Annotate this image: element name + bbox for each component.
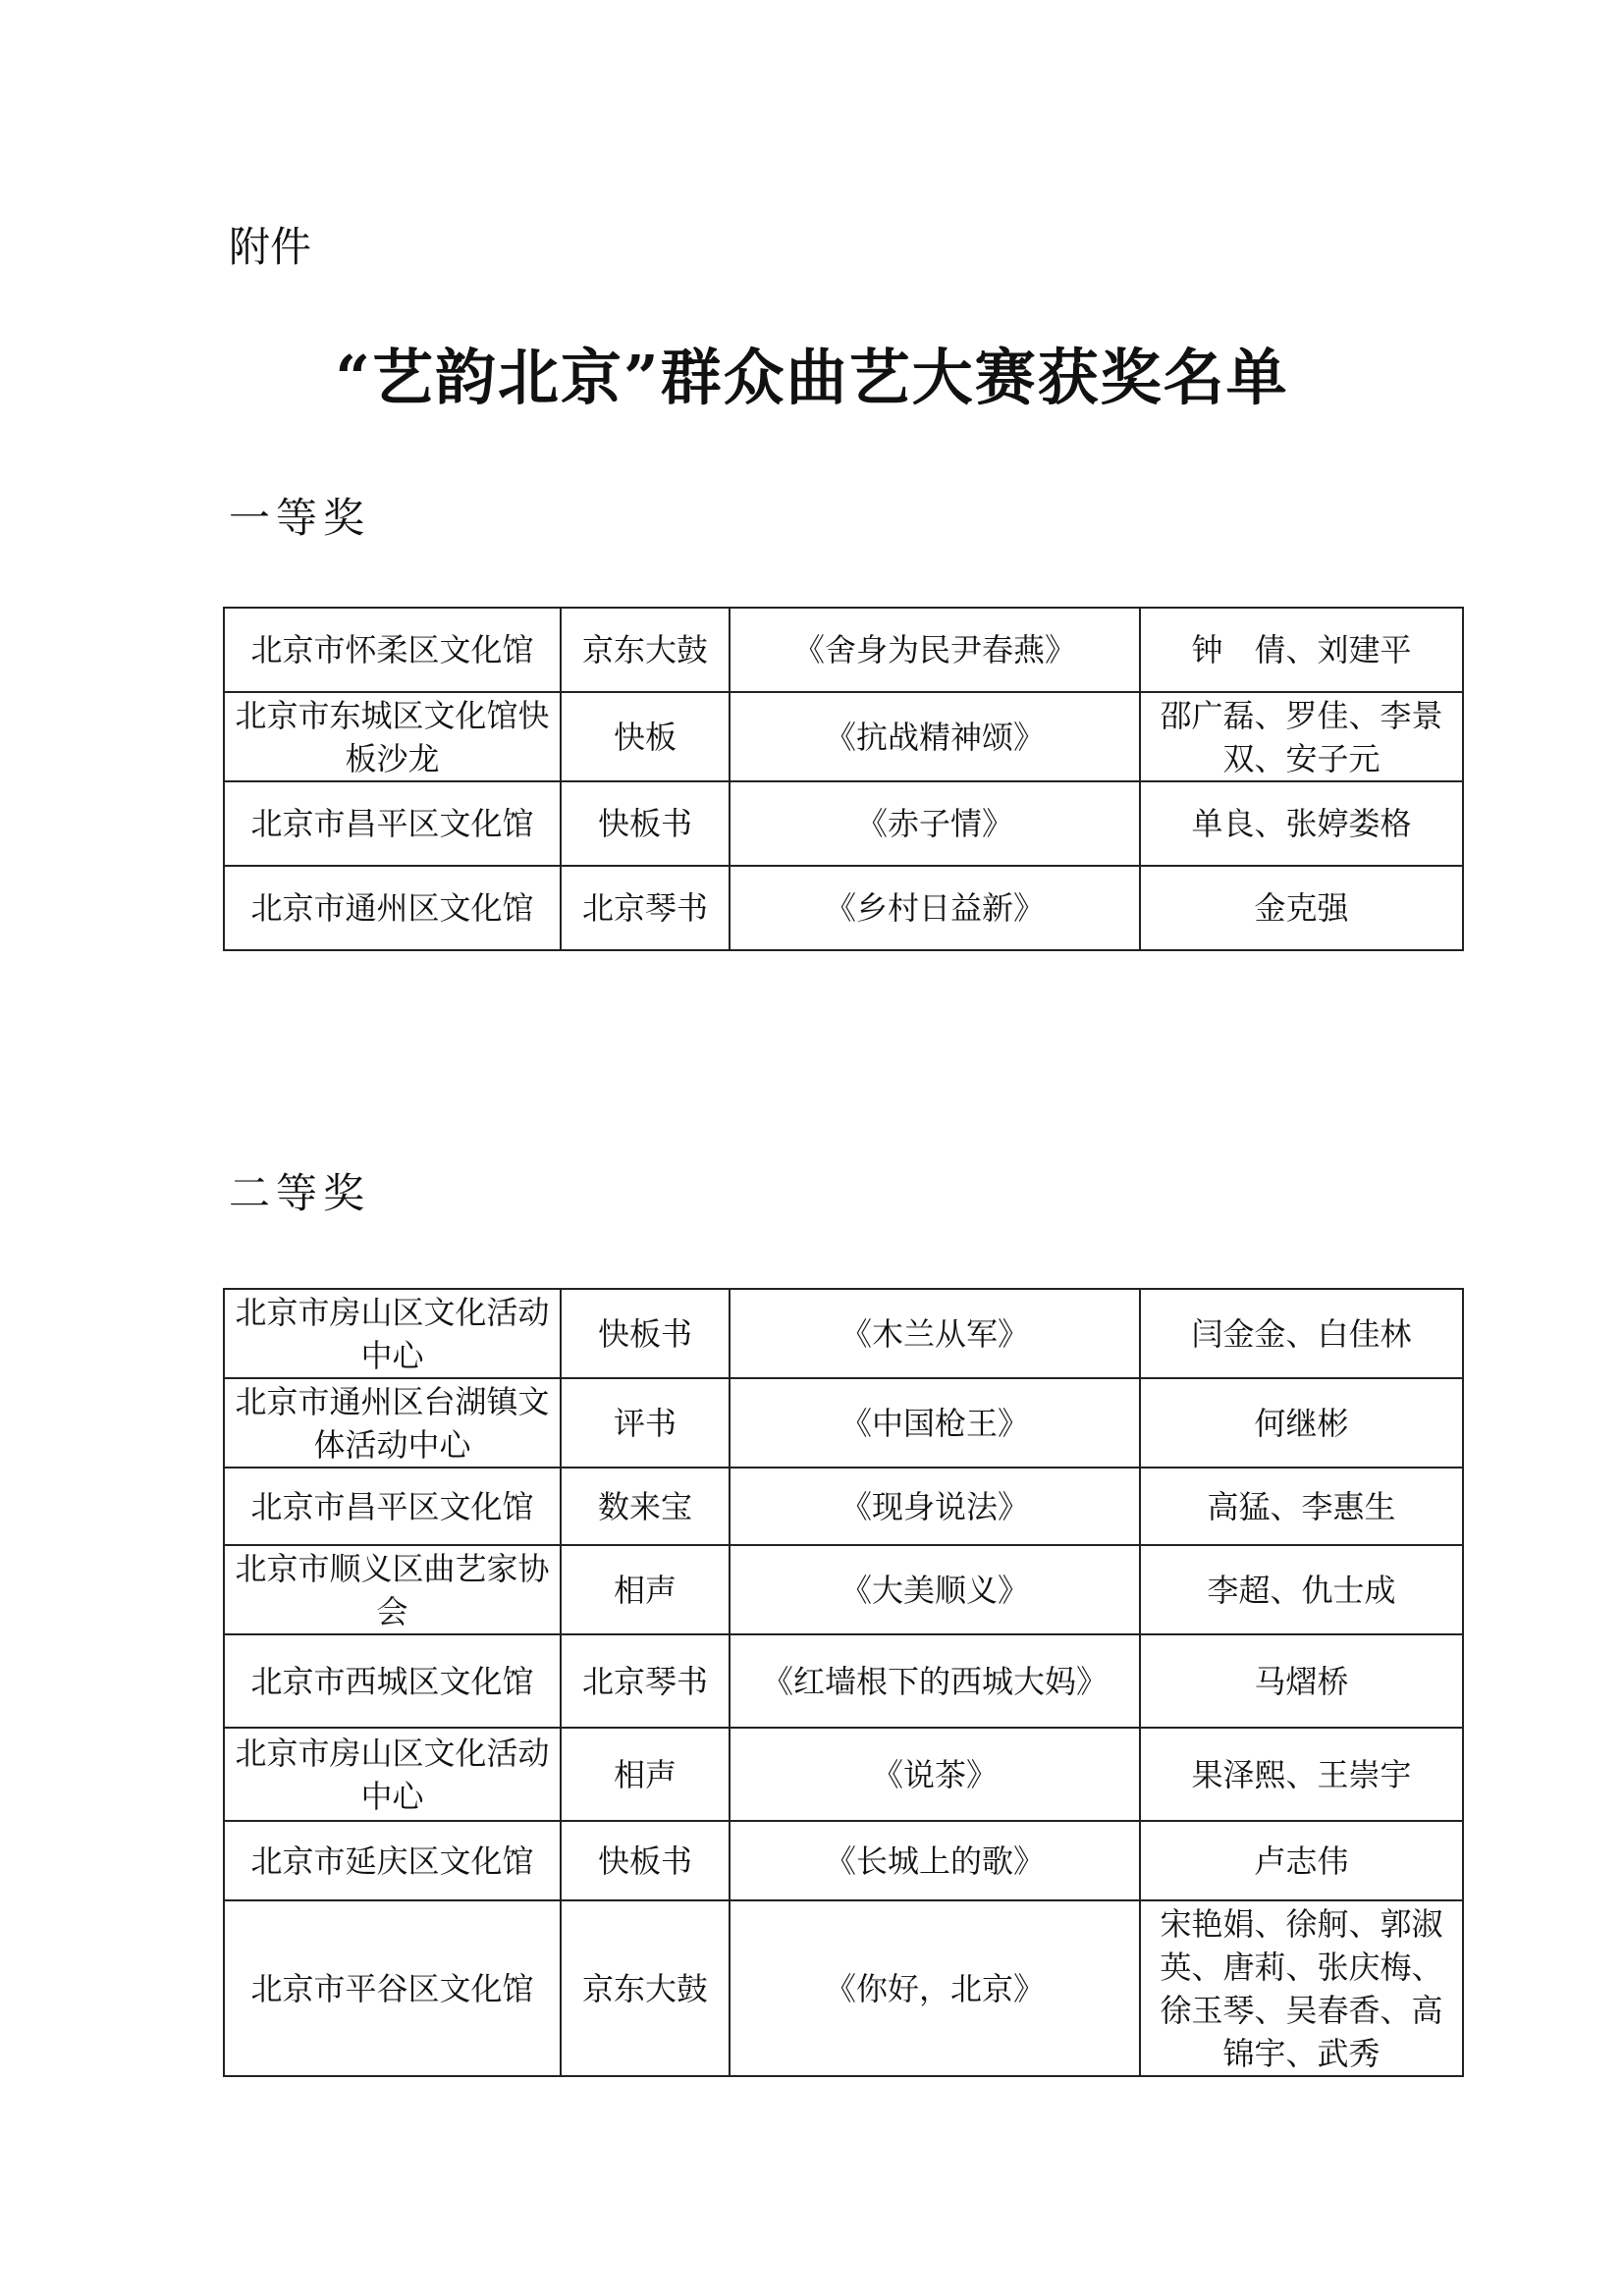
work-cell: 《抗战精神颂》: [730, 692, 1140, 781]
performers-cell: 马熠桥: [1140, 1634, 1463, 1728]
genre-cell: 数来宝: [561, 1468, 730, 1545]
table-row: [224, 1634, 1463, 1728]
work-cell: 《说茶》: [730, 1728, 1140, 1821]
performers-cell: 高猛、李惠生: [1140, 1468, 1463, 1545]
work-cell: 《红墙根下的西城大妈》: [730, 1634, 1140, 1728]
first-prize-table: [223, 607, 1464, 951]
table-row: [224, 1821, 1463, 1900]
unit-cell: 北京市通州区台湖镇文体活动中心: [224, 1378, 561, 1468]
genre-cell: 相声: [561, 1545, 730, 1634]
unit-cell: 北京市延庆区文化馆: [224, 1821, 561, 1900]
genre-cell: 评书: [561, 1378, 730, 1468]
work-cell: 《长城上的歌》: [730, 1821, 1140, 1900]
unit-cell: 北京市顺义区曲艺家协会: [224, 1545, 561, 1634]
performers-cell: 闫金金、白佳林: [1140, 1289, 1463, 1378]
genre-cell: 北京琴书: [561, 866, 730, 950]
performers-cell: 卢志伟: [1140, 1821, 1463, 1900]
attachment-label: 附件: [229, 223, 312, 271]
performers-cell: 何继彬: [1140, 1378, 1463, 1468]
unit-cell: 北京市昌平区文化馆: [224, 1468, 561, 1545]
genre-cell: 快板书: [561, 1289, 730, 1378]
performers-cell: 果泽熙、王崇宇: [1140, 1728, 1463, 1821]
genre-cell: 快板书: [561, 1821, 730, 1900]
table-row: [224, 1378, 1463, 1468]
table-row: [224, 692, 1463, 781]
performers-cell: 金克强: [1140, 866, 1463, 950]
genre-cell: 相声: [561, 1728, 730, 1821]
genre-cell: 京东大鼓: [561, 608, 730, 692]
unit-cell: 北京市怀柔区文化馆: [224, 608, 561, 692]
work-cell: 《乡村日益新》: [730, 866, 1140, 950]
work-cell: 《中国枪王》: [730, 1378, 1140, 1468]
unit-cell: 北京市昌平区文化馆: [224, 781, 561, 866]
table-row: [224, 1468, 1463, 1545]
unit-cell: 北京市房山区文化活动中心: [224, 1289, 561, 1378]
section-heading-first-prize: 一等奖: [229, 494, 371, 542]
table-row: [224, 1728, 1463, 1821]
section-heading-second-prize: 二等奖: [229, 1169, 371, 1217]
table-row: [224, 1289, 1463, 1378]
performers-cell: 李超、仇士成: [1140, 1545, 1463, 1634]
performers-cell: 宋艳娟、徐舸、郭淑英、唐莉、张庆梅、徐玉琴、吴春香、高锦宇、武秀: [1140, 1900, 1463, 2076]
table-row: [224, 1900, 1463, 2076]
second-prize-table: [223, 1288, 1464, 2077]
unit-cell: 北京市东城区文化馆快板沙龙: [224, 692, 561, 781]
genre-cell: 北京琴书: [561, 1634, 730, 1728]
work-cell: 《赤子情》: [730, 781, 1140, 866]
genre-cell: 京东大鼓: [561, 1900, 730, 2076]
genre-cell: 快板: [561, 692, 730, 781]
document-title: “艺韵北京”群众曲艺大赛获奖名单: [335, 342, 1289, 413]
work-cell: 《你好，北京》: [730, 1900, 1140, 2076]
work-cell: 《大美顺义》: [730, 1545, 1140, 1634]
work-cell: 《现身说法》: [730, 1468, 1140, 1545]
performers-cell: 单良、张婷娄格: [1140, 781, 1463, 866]
table-row: [224, 866, 1463, 950]
work-cell: 《舍身为民尹春燕》: [730, 608, 1140, 692]
work-cell: 《木兰从军》: [730, 1289, 1140, 1378]
unit-cell: 北京市通州区文化馆: [224, 866, 561, 950]
table-row: [224, 781, 1463, 866]
performers-cell: 邵广磊、罗佳、李景双、安子元: [1140, 692, 1463, 781]
table-row: [224, 608, 1463, 692]
genre-cell: 快板书: [561, 781, 730, 866]
unit-cell: 北京市房山区文化活动中心: [224, 1728, 561, 1821]
table-row: [224, 1545, 1463, 1634]
performers-cell: 钟 倩、刘建平: [1140, 608, 1463, 692]
unit-cell: 北京市平谷区文化馆: [224, 1900, 561, 2076]
unit-cell: 北京市西城区文化馆: [224, 1634, 561, 1728]
